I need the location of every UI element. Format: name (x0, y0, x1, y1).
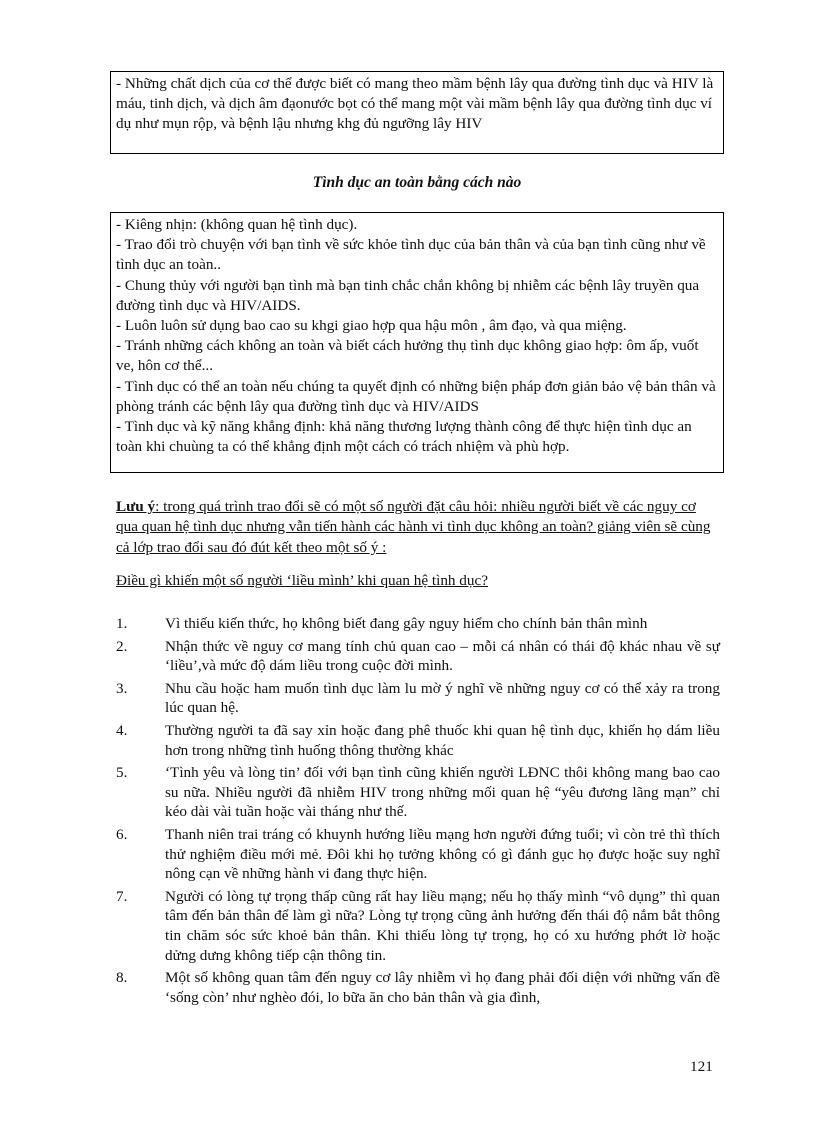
safe-sex-methods-box (110, 212, 724, 473)
item-text: Người có lòng tự trọng thấp cũng rất hay liều mạng; nếu họ thấy mình “vô dụng” thì quan tâm đến bản thân để làm gì nữa? Lòng tự trọng cũng ảnh hưởng đến thái độ nắm bắt thông tin chăm sóc sức khoẻ bản thân. Khi thiếu lòng tự trọng, họ có xu hướng phớt lờ hoặc dửng dưng không tiếp cận thông tin. (165, 887, 720, 964)
box-item: - Kiêng nhịn: (không quan hệ tình dục). (116, 216, 358, 233)
box-item: - Luôn luôn sử dụng bao cao su khgi giao hợp qua hậu môn , âm đạo, và qua miệng. (116, 317, 627, 335)
list-item (116, 968, 720, 1007)
list-item (116, 679, 720, 718)
item-number: 1. (116, 615, 128, 632)
item-text: Thường người ta đã say xỉn hoặc đang phê thuốc khi quan hệ tình dục, khiến họ dám liều hơn trong những tình huống thông thường khác (165, 721, 720, 759)
page-number: 121 (690, 1058, 713, 1075)
item-number: 2. (116, 637, 128, 655)
list-item (116, 721, 720, 760)
item-text: Một số không quan tâm đến nguy cơ lây nhiễm vì họ đang phải đối diện với những vấn đề ‘sống còn’ như nghèo đói, lo bữa ăn cho bản thân và gia đình, (165, 969, 720, 1006)
list-item (116, 763, 720, 822)
list-item (116, 887, 720, 965)
list-item (116, 614, 720, 634)
question-heading: Điều gì khiến một số người ‘liều mình’ khi quan hệ tình dục? (116, 572, 488, 589)
list-item (116, 825, 720, 884)
list-item (116, 637, 720, 676)
box-item: - Tránh những cách không an toàn và biết cách hưởng thụ tình dục không giao hợp: ôm ấp, vuốt ve, hôn cơ thể... (116, 337, 699, 375)
item-text: Thanh niên trai tráng có khuynh hướng liều mạng hơn người đứng tuổi; vì còn trẻ thì thích thử nghiệm điều mới mẻ. Đôi khi họ tưởng không có gì đánh gục họ được hoặc suy nghĩ nông cạn về những hành vi đang thực hiện. (165, 825, 720, 883)
item-text: Nhu cầu hoặc ham muốn tình dục làm lu mờ ý nghĩ về những nguy cơ có thể xảy ra trong lúc quan hệ. (165, 679, 720, 717)
box-text: - Những chất dịch của cơ thể được biết có mang theo mầm bệnh lây qua đường tình dục và HIV là máu, tinh dịch, và dịch âm đạonước bọt có thể mang một vài mầm bệnh lây qua đường tình dục ví dụ như mụn rộp, và bệnh lậu nhưng khg đủ ngưỡng lây HIV (116, 75, 714, 133)
item-text: Vì thiếu kiến thức, họ không biết đang gây nguy hiểm cho chính bản thân mình (165, 615, 648, 632)
box-item: - Trao đổi trò chuyện với bạn tình về sức khỏe tình dục của bản thân và của bạn tình cũng như về tình dục an toàn.. (116, 236, 706, 274)
note-paragraph (116, 497, 720, 558)
reasons-list (116, 614, 720, 1010)
stds-fluids-box (110, 71, 724, 154)
note-text: : trong quá trình trao đổi sẽ có một số người đặt câu hỏi: nhiều người biết về các nguy cơ qua quan hệ tình dục nhưng vẫn tiến hành các hành vi tình dục không an toàn? giảng viên sẽ cùng cả lớp trao đổi sau đó đút kết theo một số ý : (116, 498, 711, 556)
item-number: 6. (116, 825, 128, 843)
box-item: - Tình dục và kỹ năng khẳng định: khả năng thương lượng thành công để thực hiện tình dục an toàn khi chuùng ta có thể khẳng định một cách có trách nhiệm và phù hợp. (116, 418, 692, 456)
item-number: 5. (116, 764, 128, 782)
item-number: 3. (116, 679, 128, 697)
item-number: 4. (116, 721, 128, 739)
item-number: 7. (116, 887, 128, 905)
note-label: Lưu ý (116, 498, 156, 515)
item-number: 8. (116, 969, 128, 987)
item-text: ‘Tình yêu và lòng tin’ đối với bạn tình cũng khiến người LĐNC thôi không mang bao cao su nữa. Nhiều người đã nhiễm HIV trong những mối quan hệ “yêu đương lãng mạn” chỉ kéo dài vài tuần hoặc vài tháng như thế. (165, 764, 720, 821)
box-item: - Tình dục có thể an toàn nếu chúng ta quyết định có những biện pháp đơn giản bảo vệ bản thân và phòng tránh các bệnh lây qua đường tình dục và HIV/AIDS (116, 377, 716, 415)
item-text: Nhận thức về nguy cơ mang tính chủ quan cao – mỗi cá nhân có thái độ khác nhau về sự ‘liều’,và mức độ dám liều trong cuộc đời mình. (165, 637, 720, 675)
box-item: - Chung thủy với người bạn tình mà bạn tinh chắc chắn không bị nhiễm các bệnh lây truyền qua đường tình dục và HIV/AIDS. (116, 276, 700, 314)
section-heading: Tình dục an toàn bằng cách nào (312, 174, 522, 191)
